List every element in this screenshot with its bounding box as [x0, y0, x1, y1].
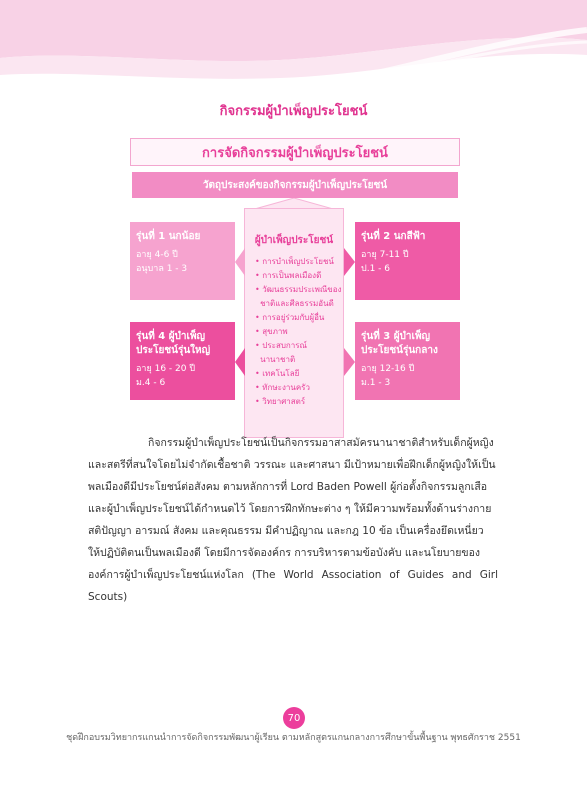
organization-diagram: [130, 138, 460, 438]
left-arrow-top: [235, 248, 245, 276]
list-item: • เทคโนโลยี: [255, 369, 300, 378]
list-item: • ทักษะงานครัว: [255, 383, 310, 392]
list-item: • การเป็นพลเมืองดี: [255, 271, 322, 280]
diagram-header: การจัดกิจกรรมผู้บำเพ็ญประโยชน์: [130, 138, 460, 166]
group-box-2: [355, 222, 460, 300]
page-footer: ชุดฝึกอบรมวิทยากรแกนนำการจัดกิจกรรมพัฒนาผู้เรียน ตามหลักสูตรแกนกลางการศึกษาขั้นพื้นฐาน พุทธศักราช 2551: [66, 733, 521, 743]
page-title: กิจกรรมผู้บำเพ็ญประโยชน์: [219, 104, 368, 119]
group-age: อายุ 16 - 20 ปี: [136, 364, 196, 374]
group-level: อนุบาล 1 - 3: [136, 264, 188, 274]
right-arrow-bottom: [344, 348, 355, 376]
group-title: รุ่นที่ 4 ผู้บำเพ็ญประโยชน์รุ่นใหญ่: [136, 331, 211, 356]
group-age: อายุ 12-16 ปี: [361, 364, 415, 374]
decorative-header-band: [0, 0, 587, 95]
group-level: ม.4 - 6: [136, 378, 166, 388]
group-box-3: [355, 322, 460, 400]
group-level: ป.1 - 6: [361, 264, 390, 274]
paragraph-line: สติปัญญา อารมณ์ สังคม และคุณธรรม มีคำปฏิญาณ และกฎ 10 ข้อ เป็นเครื่องยึดเหนี่ยว: [88, 525, 484, 537]
paragraph-line: และผู้บำเพ็ญประโยชน์ได้กำหนดไว้ โดยการฝึกทักษะต่าง ๆ ให้มีความพร้อมทั้งด้านร่างกาย: [88, 503, 492, 515]
center-panel: [244, 208, 344, 438]
list-item: • สุขภาพ: [255, 327, 288, 336]
group-title: รุ่นที่ 2 นกสีฟ้า: [361, 231, 426, 242]
page-number-badge: 70: [283, 707, 305, 729]
group-title: รุ่นที่ 1 นกน้อย: [136, 231, 201, 242]
group-age: อายุ 7-11 ปี: [361, 250, 409, 260]
left-arrow-bottom: [235, 348, 245, 376]
right-arrow-top: [344, 248, 355, 276]
list-item: • การบำเพ็ญประโยชน์: [255, 257, 334, 266]
group-level: ม.1 - 3: [361, 378, 391, 388]
group-box-4: [130, 322, 235, 400]
group-age: อายุ 4-6 ปี: [136, 250, 178, 260]
diagram-subheader: วัตถุประสงค์ของกิจกรรมผู้บำเพ็ญประโยชน์: [132, 172, 458, 198]
list-item: • ประสบการณ์: [255, 341, 307, 350]
body-paragraph: [88, 432, 498, 608]
paragraph-line: พลเมืองดีมีประโยชน์ต่อสังคม ตามหลักการที่ Lord Baden Powell ผู้ก่อตั้งกิจกรรมลูกเสือ: [88, 481, 488, 493]
center-list: [255, 255, 341, 409]
list-item: • การอยู่ร่วมกับผู้อื่น: [255, 313, 325, 322]
list-item: • วัฒนธรรมประเพณีของ: [255, 285, 342, 294]
paragraph-line: ให้ปฏิบัติตนเป็นพลเมืองดี โดยมีการจัดองค์กร การบริหารตามข้อบังคับ และนโยบายของ: [88, 547, 481, 559]
paragraph-line: กิจกรรมผู้บำเพ็ญประโยชน์เป็นกิจกรรมอาสาสมัครนานาชาติสำหรับเด็กผู้หญิง: [148, 437, 494, 449]
list-item: • วิทยาศาสตร์: [255, 397, 306, 406]
center-title: ผู้บำเพ็ญประโยชน์: [254, 235, 334, 246]
group-box-1: [130, 222, 235, 300]
group-title: รุ่นที่ 3 ผู้บำเพ็ญประโยชน์รุ่นกลาง: [361, 331, 438, 356]
list-item: ชาติและศีลธรรมอันดี: [260, 299, 334, 308]
paragraph-line: องค์การผู้บำเพ็ญประโยชน์แห่งโลก (The World Association of Guides and Girl Scouts): [88, 569, 498, 603]
list-item: นานาชาติ: [260, 355, 296, 364]
paragraph-line: และสตรีที่สนใจโดยไม่จำกัดเชื้อชาติ วรรณะ และศาสนา มีเป้าหมายเพื่อฝึกเด็กผู้หญิงให้เป็น: [88, 459, 496, 471]
